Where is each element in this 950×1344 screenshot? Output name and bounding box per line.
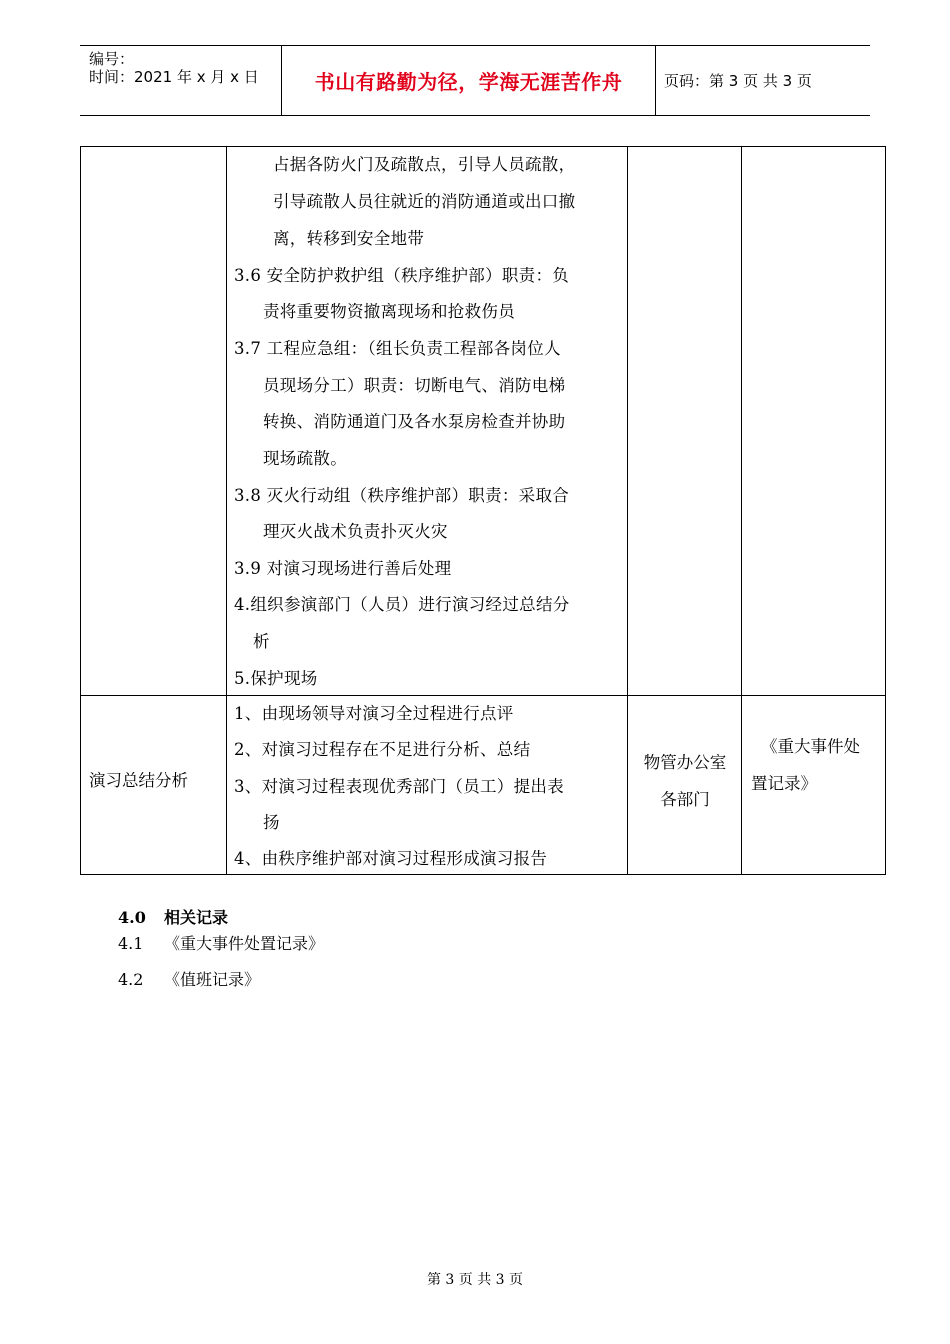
table-line: 3.8 灭火行动组（秩序维护部）职责：采取合 xyxy=(234,486,570,505)
record-number: 4.1 xyxy=(118,934,144,953)
document-number-label: 编号： xyxy=(89,50,135,68)
table-row-divider xyxy=(81,695,885,696)
responsible-department xyxy=(628,744,742,818)
header-page-number: 页码：第 3 页 共 3 页 xyxy=(664,72,812,90)
table-line: 3.6 安全防护救护组（秩序维护部）职责：负 xyxy=(234,266,570,285)
table-line: 5.保护现场 xyxy=(234,669,318,688)
table-line: 引导疏散人员往就近的消防通道或出口撤 xyxy=(273,192,576,211)
table-line: 2、对演习过程存在不足进行分析、总结 xyxy=(234,740,531,759)
table-line: 现场疏散。 xyxy=(263,449,347,468)
header-motto: 书山有路勤为径，学海无涯苦作舟 xyxy=(314,70,623,94)
section-number: 4.0 xyxy=(118,908,146,927)
record-number: 4.2 xyxy=(118,970,144,989)
record-item xyxy=(118,931,324,954)
record-line: 置记录》 xyxy=(751,774,817,793)
table-line: 1、由现场领导对演习全过程进行点评 xyxy=(234,704,514,723)
table-line: 3.9 对演习现场进行善后处理 xyxy=(234,559,452,578)
page-header xyxy=(80,45,870,116)
page-footer: 第 3 页 共 3 页 xyxy=(426,1272,524,1288)
document-time-label: 时间：2021 年 x 月 x 日 xyxy=(89,68,259,86)
table-line: 4、由秩序维护部对演习过程形成演习报告 xyxy=(234,849,548,868)
section-title: 相关记录 xyxy=(164,908,229,927)
row-label: 演习总结分析 xyxy=(89,771,188,790)
table-line: 责将重要物资撤离现场和抢救伤员 xyxy=(263,302,515,321)
table-line: 离，转移到安全地带 xyxy=(273,229,425,248)
responsible-line: 物管办公室 xyxy=(643,753,727,772)
record-name: 《重大事件处置记录》 xyxy=(164,934,325,953)
related-record xyxy=(751,728,879,802)
table-line: 4.组织参演部门（人员）进行演习经过总结分 xyxy=(234,595,570,614)
responsible-line: 各部门 xyxy=(660,790,710,809)
table-line: 扬 xyxy=(263,813,280,832)
header-meta xyxy=(89,50,259,86)
procedure-table xyxy=(80,146,886,875)
record-item xyxy=(118,967,260,990)
record-name: 《值班记录》 xyxy=(164,970,261,989)
table-line: 员现场分工）职责：切断电气、消防电梯 xyxy=(263,376,566,395)
record-line: 《重大事件处 xyxy=(761,737,860,756)
table-line: 转换、消防通道门及各水泵房检查并协助 xyxy=(263,412,566,431)
table-column-divider xyxy=(226,147,227,874)
table-line: 析 xyxy=(253,632,270,651)
table-line: 3、对演习过程表现优秀部门（员工）提出表 xyxy=(234,777,564,796)
table-line: 3.7 工程应急组：（组长负责工程部各岗位人 xyxy=(234,339,561,358)
section-heading xyxy=(118,905,228,928)
header-divider xyxy=(655,46,656,115)
table-line: 理灭火战术负责扑灭火灾 xyxy=(263,522,448,541)
table-line: 占据各防火门及疏散点，引导人员疏散， xyxy=(273,155,576,174)
